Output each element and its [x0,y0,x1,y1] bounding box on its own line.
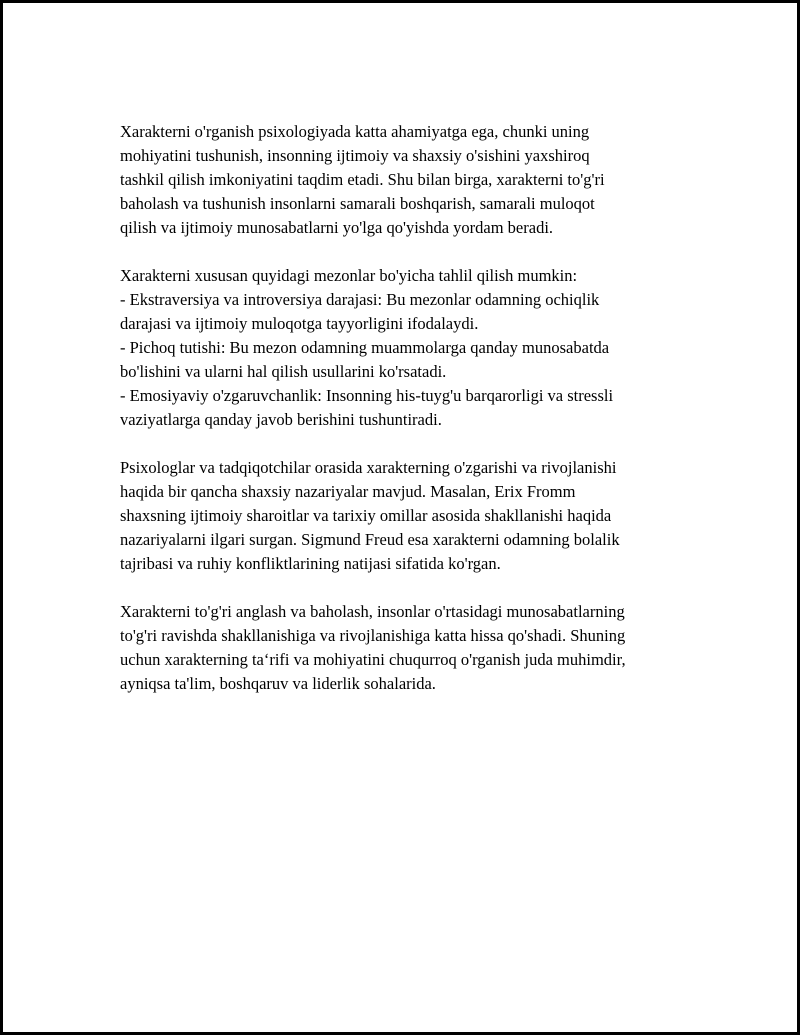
text-line: Xarakterni o'rganish psixologiyada katta ahamiyatga ega, chunki uning [120,122,590,141]
text-line: vaziyatlarga qanday javob berishini tushuntiradi. [120,410,442,429]
text-line: - Pichoq tutishi: Bu mezon odamning muammolarga qanday munosabatda [120,338,610,357]
paragraph-importance [120,120,700,240]
document-body [120,120,700,720]
text-line: Psixologlar va tadqiqotchilar orasida xarakterning o'zgarishi va rivojlanishi [120,458,617,477]
text-line: Xarakterni to'g'ri anglash va baholash, insonlar o'rtasidagi munosabatlarning [120,602,625,621]
text-line: bo'lishini va ularni hal qilish usullarini ko'rsatadi. [120,362,447,381]
text-line: Xarakterni xususan quyidagi mezonlar bo'yicha tahlil qilish mumkin: [120,266,578,285]
text-line: nazariyalarni ilgari surgan. Sigmund Freud esa xarakterni odamning bolalik [120,530,620,549]
paragraph-theories [120,456,700,576]
paragraph-conclusion [120,600,700,696]
text-line: tashkil qilish imkoniyatini taqdim etadi. Shu bilan birga, xarakterni to'g'ri [120,170,605,189]
text-line: uchun xarakterning ta‘rifi va mohiyatini chuqurroq o'rganish juda muhimdir, [120,650,626,669]
text-line: mohiyatini tushunish, insonning ijtimoiy va shaxsiy o'sishini yaxshiroq [120,146,590,165]
text-line: darajasi va ijtimoiy muloqotga tayyorligini ifodalaydi. [120,314,479,333]
text-line: shaxsning ijtimoiy sharoitlar va tarixiy omillar asosida shakllanishi haqida [120,506,612,525]
text-line: to'g'ri ravishda shakllanishiga va rivojlanishiga katta hissa qo'shadi. Shuning [120,626,626,645]
text-line: - Emosiyaviy o'zgaruvchanlik: Insonning his-tuyg'u barqarorligi va stressli [120,386,614,405]
paragraph-criteria [120,264,700,432]
text-line: tajribasi va ruhiy konfliktlarining natijasi sifatida ko'rgan. [120,554,501,573]
text-line: qilish va ijtimoiy munosabatlarni yo'lga qo'yishda yordam beradi. [120,218,554,237]
text-line: - Ekstraversiya va introversiya darajasi: Bu mezonlar odamning ochiqlik [120,290,600,309]
text-line: baholash va tushunish insonlarni samarali boshqarish, samarali muloqot [120,194,595,213]
text-line: ayniqsa ta'lim, boshqaruv va liderlik sohalarida. [120,674,436,693]
text-line: haqida bir qancha shaxsiy nazariyalar mavjud. Masalan, Erix Fromm [120,482,576,501]
